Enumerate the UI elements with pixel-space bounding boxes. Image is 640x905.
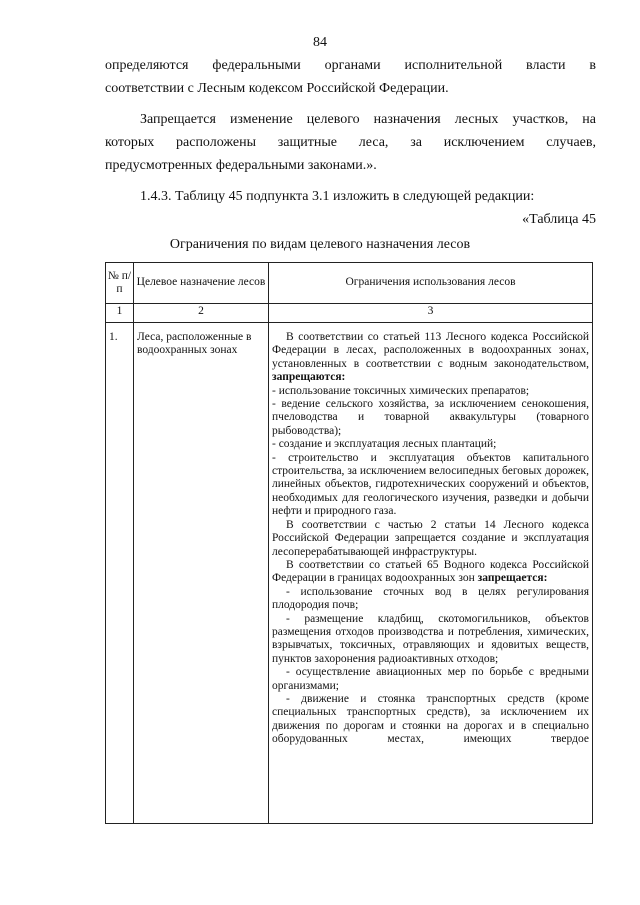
restrictions-table — [105, 262, 593, 824]
row-purpose: Леса, расположенные в водоохранных зонах — [134, 323, 269, 824]
col-number-3: 3 — [269, 304, 593, 323]
water-list-item-4: - движение и стоянка транспортных средств (кроме специальных транспортных средств), за исключением их движения по дорогам и стоянки на дорогах и в специально оборудованных местах, имеющих твердое — [272, 692, 589, 746]
col-number-1: 1 — [106, 304, 134, 323]
water-list-item-1: - использование сточных вод в целях регулирования плодородия почв; — [272, 585, 589, 612]
water-list-item-3: - осуществление авиационных мер по борьбе с вредными организмами; — [272, 666, 589, 692]
para3-line: 1.4.3. Таблицу 45 подпункта 3.1 изложить в следующей редакции: — [140, 189, 535, 204]
header-purpose: Целевое назначение лесов — [134, 263, 269, 304]
forest-list-item-4: - строительство и эксплуатация объектов капитального строительства, за исключением велосипедных беговых дорожек, линейных объектов, гидротехнических сооружений и объектов, необходимых для геологического изучения, разведки и добычи нефти и природного газа. — [272, 451, 589, 518]
col-number-2: 2 — [134, 304, 269, 323]
para2-line-1: Запрещается изменение целевого назначения лесных участков, на — [140, 112, 596, 127]
table-row — [106, 323, 593, 824]
forest-list-item-3: - создание и эксплуатация лесных плантаций; — [272, 438, 497, 451]
forest-list-item-1: - использование токсичных химических препаратов; — [272, 384, 530, 397]
header-restrictions: Ограничения использования лесов — [269, 263, 593, 304]
page-number: 84 — [313, 35, 327, 50]
para2-line-3: предусмотренных федеральными законами.». — [105, 158, 377, 173]
forest-code-paragraph: В соответствии со статьей 113 Лесного кодекса Российской Федерации в лесах, расположенных в водоохранных зонах, установленных в соответствии с водным законодательством, запрещаются: — [272, 331, 589, 384]
water-list-item-2: - размещение кладбищ, скотомогильников, объектов размещения отходов производства и потребления, химических, взрывчатых, токсичных, отравляющих и ядовитых веществ, пунктов захоронения радиоактивных отходов; — [272, 612, 589, 665]
forest-list-item-2: - ведение сельского хозяйства, за исключением сенокошения, пчеловодства и товарной аквакультуры (товарного рыбоводства); — [272, 398, 589, 437]
water-code-paragraph: В соответствии со статьей 65 Водного кодекса Российской Федерации в границах водоохранных зон запрещается: — [272, 558, 589, 585]
infrastructure-paragraph: В соответствии с частью 2 статьи 14 Лесного кодекса Российской Федерации запрещается создание и эксплуатация лесоперерабатывающей инфраструктуры. — [272, 518, 589, 558]
row-restrictions — [269, 323, 593, 824]
header-number: № п/п — [106, 263, 134, 304]
table-label: «Таблица 45 — [522, 212, 596, 227]
table-numbers-row — [106, 304, 593, 323]
intro-line-1: определяются федеральными органами исполнительной власти в — [105, 58, 596, 73]
intro-line-2: соответствии с Лесным кодексом Российской Федерации. — [105, 81, 449, 96]
para2-line-2: которых расположены защитные леса, за исключением случаев, — [105, 135, 596, 150]
table-title: Ограничения по видам целевого назначения лесов — [169, 237, 471, 252]
table-header-row — [106, 263, 593, 304]
row-number: 1. — [106, 323, 134, 824]
